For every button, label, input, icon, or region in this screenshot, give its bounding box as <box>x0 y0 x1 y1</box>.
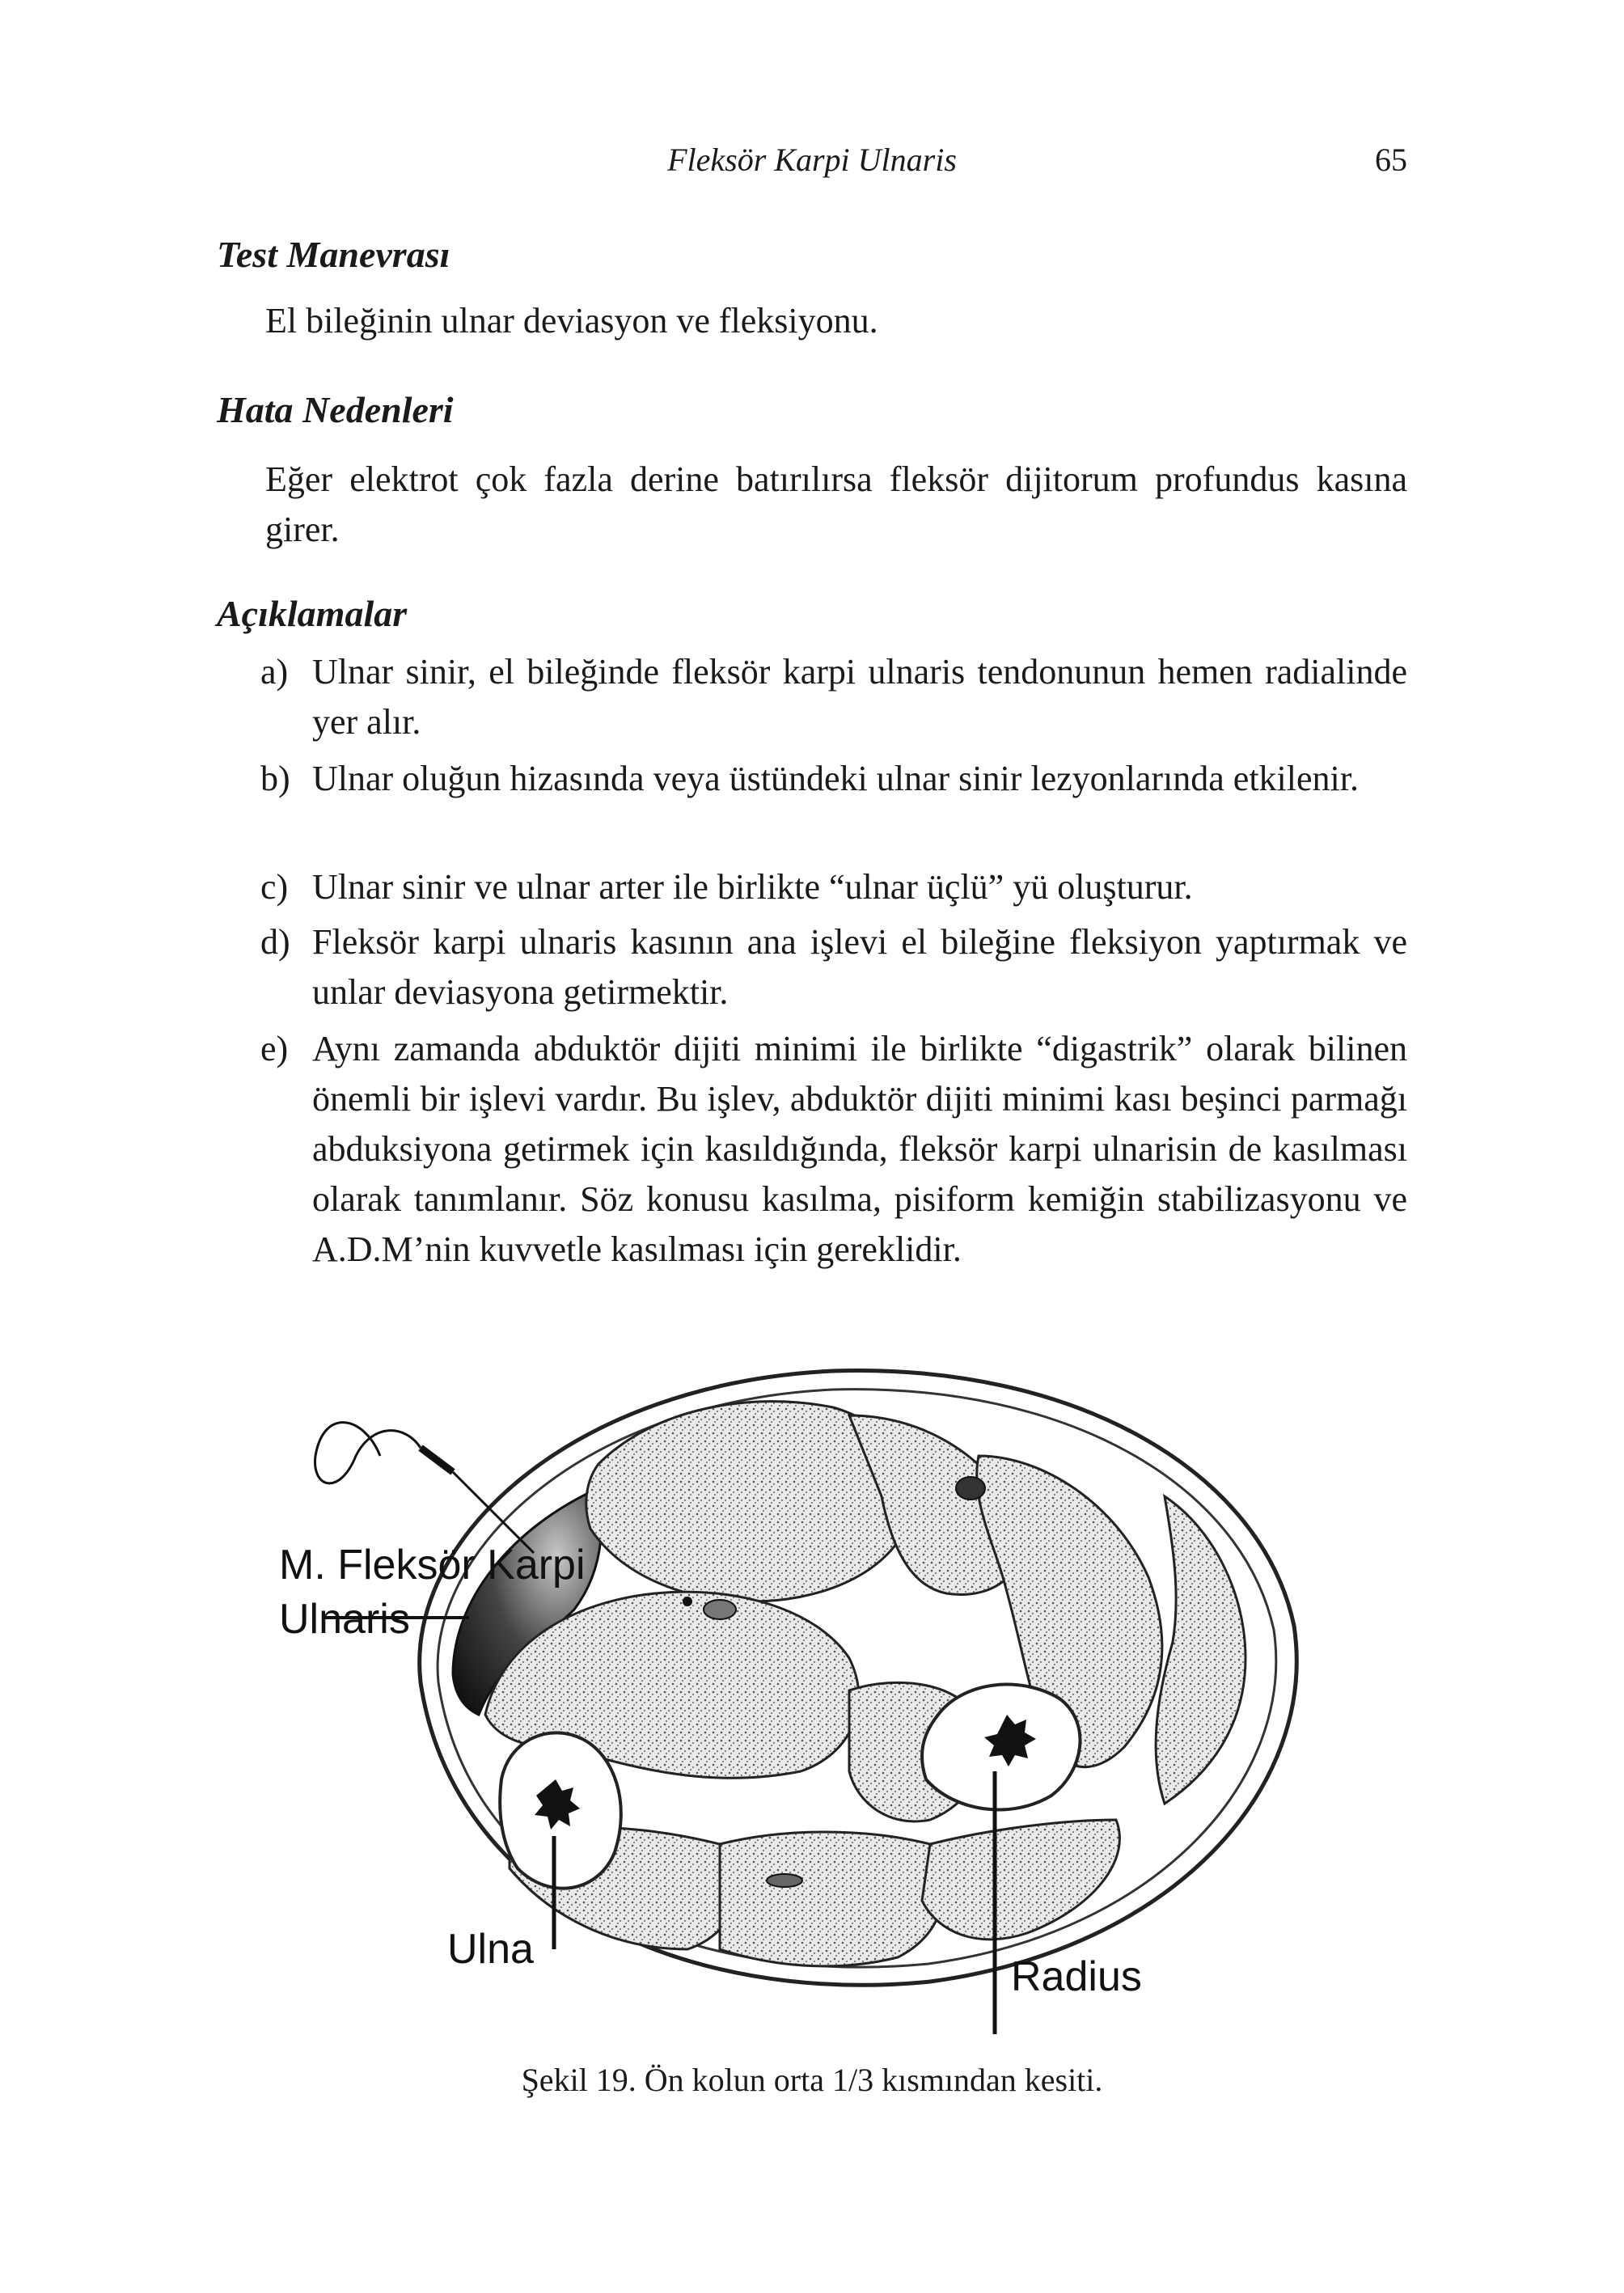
list-marker: a) <box>260 652 289 692</box>
list-marker: b) <box>260 759 290 798</box>
list-marker: c) <box>260 867 289 907</box>
list-item-text: Ulnar sinir, el bileğinde fleksör karpi ulnaris tendonunun hemen radialinde yer alır. <box>312 652 1407 742</box>
list-item-c <box>260 862 1407 912</box>
figure-caption: Şekil 19. Ön kolun orta 1/3 kısmından kesiti. <box>521 2062 1103 2098</box>
list-item-text: Fleksör karpi ulnaris kasının ana işlevi el bileğine fleksiyon yaptırmak ve unlar deviasyona getirmektir. <box>312 922 1407 1012</box>
running-title: Fleksör Karpi Ulnaris <box>667 142 957 178</box>
list-item-text: Aynı zamanda abduktör dijiti minimi ile birlikte “digastrik” olarak bilinen önemli bir işlevi vardır. Bu işlev, abduktör dijiti minimi kası beşinci parmağı abduksiyona getirmek için kasıldığında, fleksör karpi ulnarisin de kasılması olarak tanımlanır. Söz konusu kasılma, pisiform kemiğin stabilizasyonu ve A.D.M’nin kuvvetle kasılması için gereklidir. <box>312 1029 1407 1269</box>
list-marker: d) <box>260 922 290 962</box>
test-maneuver-text: El bileğinin ulnar deviasyon ve fleksiyonu. <box>265 301 878 341</box>
list-item-text: Ulnar oluğun hizasında veya üstündeki ulnar sinir lezyonlarında etkilenir. <box>312 759 1359 798</box>
muscle-far-right <box>1156 1496 1245 1804</box>
neurovascular-bundle <box>767 1874 802 1887</box>
label-fcu-line1: M. Fleksör Karpi <box>279 1542 586 1589</box>
needle-handle <box>421 1448 453 1472</box>
heading-test-maneuver: Test Manevrası <box>217 234 450 275</box>
page-number: 65 <box>1375 142 1407 178</box>
forearm-cross-section-figure <box>267 1335 1399 2046</box>
label-radius: Radius <box>1011 1953 1142 2000</box>
muscle-bottom-right <box>922 1820 1119 1940</box>
list-item-d <box>260 917 1407 1017</box>
list-item-a <box>260 647 1407 747</box>
heading-explanations: Açıklamalar <box>217 593 408 634</box>
cross-section-drawing <box>267 1335 1399 2046</box>
list-marker: e) <box>260 1029 289 1068</box>
nerve-dot <box>683 1597 692 1606</box>
neurovascular-bundle <box>956 1477 985 1500</box>
muscle-bottom-mid <box>720 1832 943 1966</box>
neurovascular-bundle <box>704 1600 736 1619</box>
label-ulna: Ulna <box>447 1926 534 1973</box>
error-causes-text: Eğer elektrot çok fazla derine batırılırsa fleksör dijitorum profundus kasına girer. <box>265 459 1407 549</box>
label-fcu-line2: Ulnaris <box>279 1596 410 1643</box>
list-item-e <box>260 1024 1407 1275</box>
list-item-b <box>260 754 1407 804</box>
list-item-text: Ulnar sinir ve ulnar arter ile birlikte “ulnar üçlü” yü oluşturur. <box>312 867 1193 907</box>
heading-error-causes: Hata Nedenleri <box>217 389 454 430</box>
needle-wire <box>315 1423 421 1483</box>
